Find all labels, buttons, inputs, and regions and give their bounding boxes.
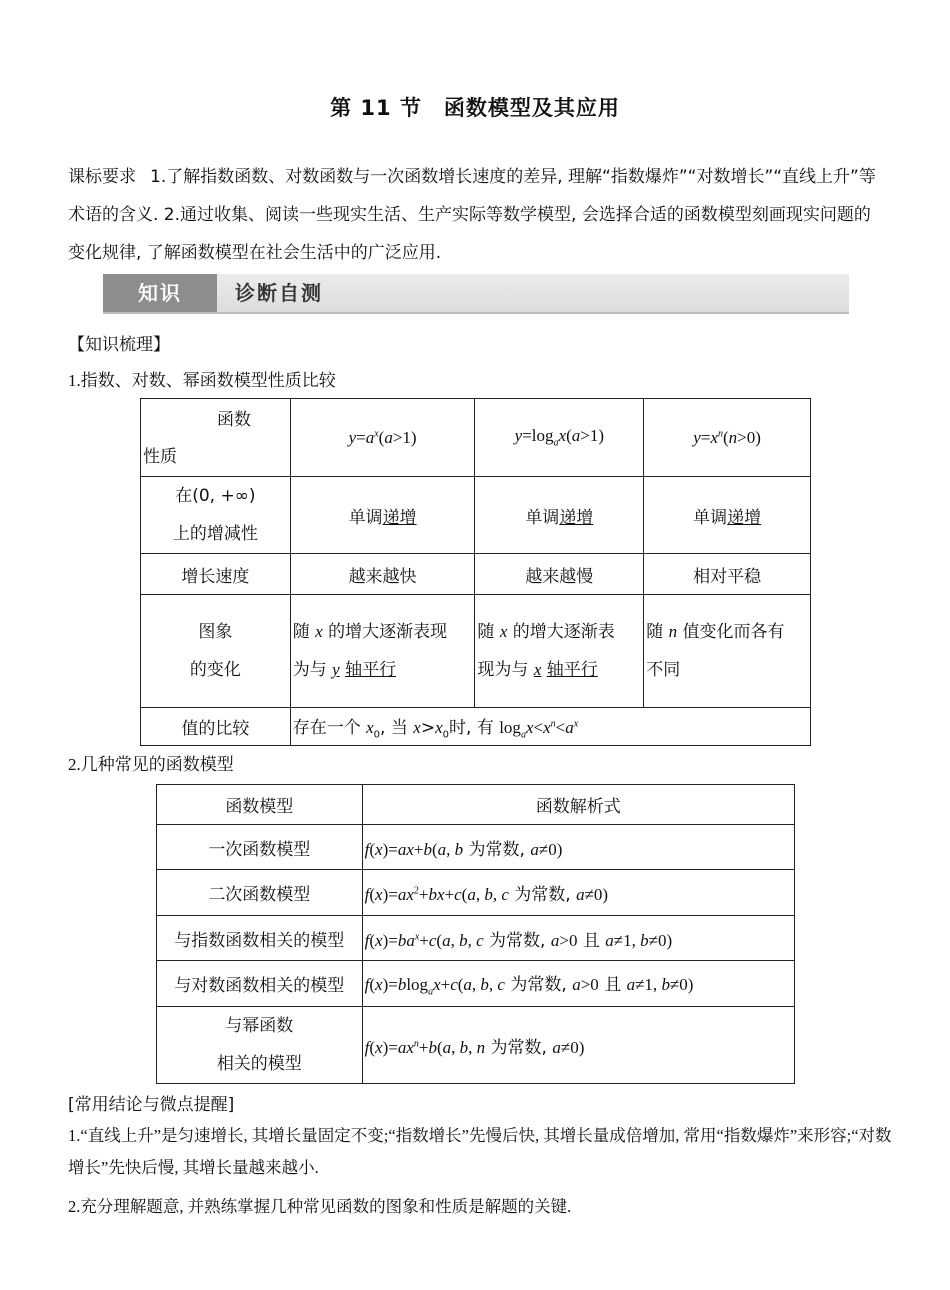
- table2-heading: 2.几种常见的函数模型: [68, 755, 234, 774]
- page-title: 第 11 节 函数模型及其应用: [330, 96, 620, 120]
- table-row: [157, 961, 795, 1007]
- model-formula: $f(x)=ax^n+b(a$, b, n 为常数, a≠0): [362, 1007, 794, 1084]
- model-name: 二次函数模型: [157, 870, 363, 916]
- model-name: 一次函数模型: [157, 825, 363, 870]
- model-formula: f(x)=blog$_a$x+c(a, b, c 为常数, a>0 且 a≠1, b≠0): [362, 961, 794, 1007]
- mono-log: 单调递增: [475, 477, 644, 554]
- row-label-speed: 增长速度: [141, 554, 291, 595]
- table-row: [157, 1007, 795, 1084]
- graph-log: 随 x 的增大逐渐表 现为与 x 轴平行: [475, 595, 644, 708]
- graph-pow: 随 n 值变化而各有 不同: [644, 595, 811, 708]
- graph-exp: 随 x 的增大逐渐表现 为与 y 轴平行: [290, 595, 475, 708]
- row-label-compare: 值的比较: [141, 708, 291, 746]
- table-row: [141, 477, 811, 554]
- banner-label: 知识: [103, 274, 217, 312]
- model-name: 与指数函数相关的模型: [157, 916, 363, 961]
- corner-cell: 函数 性质: [141, 399, 291, 477]
- speed-exp: 越来越快: [290, 554, 475, 595]
- comparison-table: [140, 398, 811, 746]
- col-header-model: 函数模型: [157, 785, 363, 825]
- row-label-graph: 图象 的变化: [141, 595, 291, 708]
- table-row: [141, 554, 811, 595]
- speed-pow: 相对平稳: [644, 554, 811, 595]
- col-header-formula: 函数解析式: [362, 785, 794, 825]
- header-exp: $y=a^x(a>1)$: [290, 399, 475, 477]
- table-row: [141, 399, 811, 477]
- model-name: 与对数函数相关的模型: [157, 961, 363, 1007]
- header-pow: $y=x^n(n>0)$: [644, 399, 811, 477]
- curriculum-requirements: 课标要求 1.了解指数函数、对数函数与一次函数增长速度的差异, 理解“指数爆炸”“对数增长”“直线上升”等术语的含义. 2.通过收集、阅读一些现实生活、生产实际等数学模型, 会选择合适的函数模型刻画现实问题的变化规律, 了解函数模型在社会生活中的广泛应用.: [68, 167, 876, 263]
- table-row: [157, 825, 795, 870]
- speed-log: 越来越慢: [475, 554, 644, 595]
- model-formula: f(x)=ax+b(a, b 为常数, a≠0): [362, 825, 794, 870]
- table1-heading: 1.指数、对数、幂函数模型性质比较: [68, 371, 336, 390]
- tip-1: 1.“直线上升”是匀速增长, 其增长量固定不变;“指数增长”先慢后快, 其增长量成倍增加, 常用“指数爆炸”来形容;“对数增长”先快后慢, 其增长量越来越小.: [68, 1126, 892, 1177]
- table-row: [157, 916, 795, 961]
- compare-value: 存在一个 $x_0$, 当 $x>x_0$时, 有 $\log_ax<x^n<a^x$: [290, 708, 810, 746]
- banner-title: 诊断自测: [235, 281, 323, 305]
- knowledge-header: 【知识梳理】: [68, 335, 170, 355]
- table-row: [141, 708, 811, 746]
- section-banner: [103, 274, 849, 314]
- table-row: [157, 785, 795, 825]
- models-table: [156, 784, 795, 1084]
- model-formula: $f(x)=ba^x+c(a$, b, c 为常数, a>0 且 a≠1, b≠0): [362, 916, 794, 961]
- mono-pow: 单调递增: [644, 477, 811, 554]
- table-row: [141, 595, 811, 708]
- row-label-monotonic: 在(0, +∞) 上的增减性: [141, 477, 291, 554]
- model-name: 与幂函数 相关的模型: [157, 1007, 363, 1084]
- header-log: $y=\log_ax(a>1)$: [475, 399, 644, 477]
- tip-2: 2.充分理解题意, 并熟练掌握几种常见函数的图象和性质是解题的关键.: [68, 1197, 572, 1216]
- mono-exp: 单调递增: [290, 477, 475, 554]
- model-formula: $f(x)=ax^2+bx+c(a$, b, c 为常数, a≠0): [362, 870, 794, 916]
- table-row: [157, 870, 795, 916]
- tips-header: [常用结论与微点提醒]: [68, 1095, 235, 1115]
